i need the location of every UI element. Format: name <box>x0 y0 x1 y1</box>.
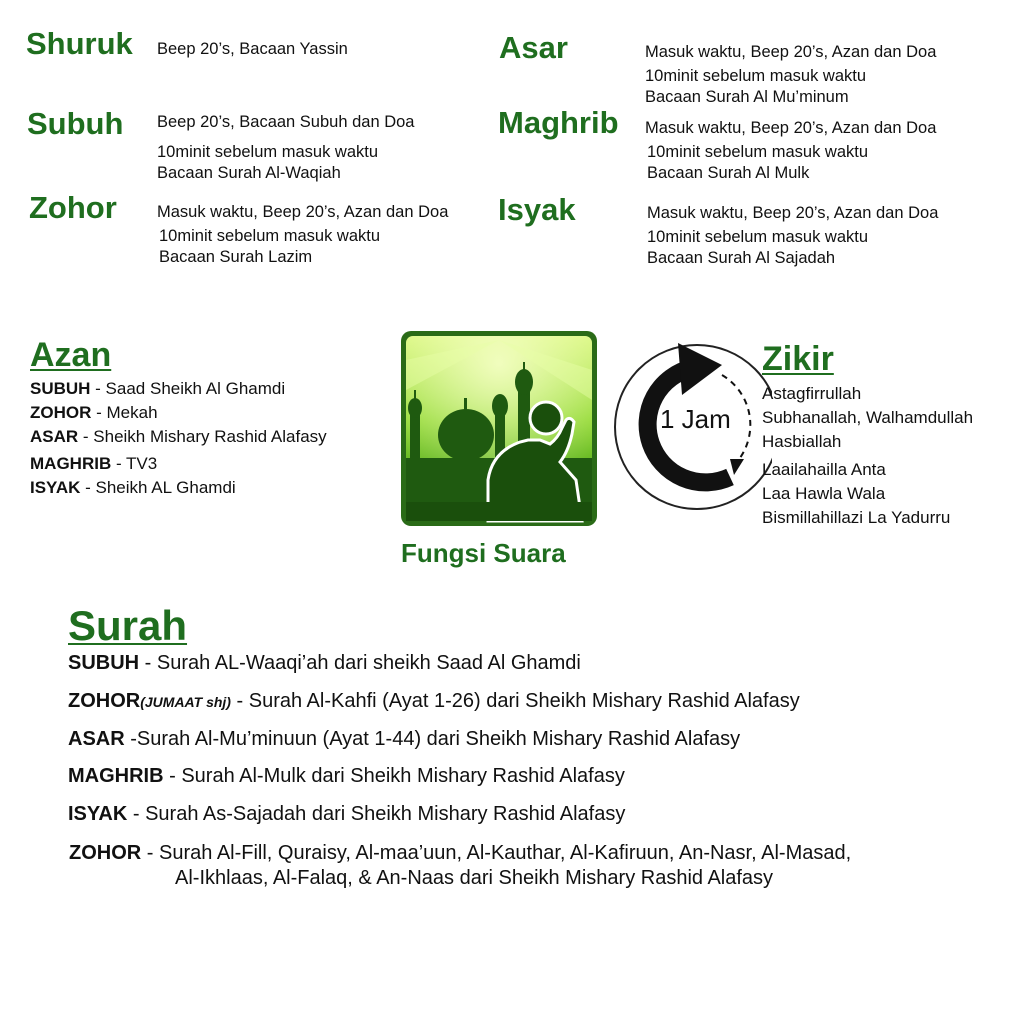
surah-heading: Surah <box>68 602 188 649</box>
surah-row: ZOHOR - Surah Al-Fill, Quraisy, Al-maa’uun, Al-Kauthar, Al-Kafiruun, An-Nasr, Al-Masad, Al-Ikhlaas, Al-Falaq, & An-Naas dari Sheikh Mishary Rashid Alafasy <box>69 842 852 889</box>
list-item: ASAR - Sheikh Mishary Rashid Alafasy <box>30 427 327 446</box>
list-item: Laa Hawla Wala <box>762 484 886 503</box>
cycle-label: 1 Jam <box>660 404 731 434</box>
prayer-name-shuruk: Shuruk <box>26 26 133 61</box>
list-item: ISYAK - Sheikh AL Ghamdi <box>30 478 236 497</box>
zikir-list <box>762 382 973 530</box>
list-item: Astagfirrullah <box>762 384 862 403</box>
list-item: Hasbiallah <box>762 432 842 451</box>
asar-desc: Masuk waktu, Beep 20’s, Azan dan Doa 10minit sebelum masuk waktu Bacaan Surah Al Mu’minum <box>645 43 937 106</box>
prayer-name-zohor: Zohor <box>29 190 117 225</box>
surah-row: SUBUH - Surah AL-Waaqi’ah dari sheikh Saad Al Ghamdi <box>68 652 581 674</box>
surah-row: MAGHRIB - Surah Al-Mulk dari Sheikh Mishary Rashid Alafasy <box>68 765 625 787</box>
zohor-desc: Masuk waktu, Beep 20’s, Azan dan Doa 10minit sebelum masuk waktu Bacaan Surah Lazim <box>157 203 449 266</box>
maghrib-desc: Masuk waktu, Beep 20’s, Azan dan Doa 10minit sebelum masuk waktu Bacaan Surah Al Mulk <box>645 119 937 182</box>
prayer-name-isyak: Isyak <box>498 192 576 227</box>
surah-row: ISYAK - Surah As-Sajadah dari Sheikh Mishary Rashid Alafasy <box>68 803 626 825</box>
azan-heading: Azan <box>30 336 112 374</box>
list-item: Subhanallah, Walhamdullah <box>762 408 974 427</box>
shuruk-desc: Beep 20’s, Bacaan Yassin <box>157 40 348 58</box>
list-item: SUBUH - Saad Sheikh Al Ghamdi <box>30 379 286 398</box>
isyak-desc: Masuk waktu, Beep 20’s, Azan dan Doa 10minit sebelum masuk waktu Bacaan Surah Al Sajadah <box>647 204 939 267</box>
subuh-desc: Beep 20’s, Bacaan Subuh dan Doa 10minit sebelum masuk waktu Bacaan Surah Al-Waqiah <box>157 113 415 182</box>
surah-row: ASAR -Surah Al-Mu’minuun (Ayat 1-44) dari Sheikh Mishary Rashid Alafasy <box>68 728 741 750</box>
surah-row: ZOHOR(JUMAAT shj) - Surah Al-Kahfi (Ayat 1-26) dari Sheikh Mishary Rashid Alafasy <box>68 690 800 712</box>
zikir-heading: Zikir <box>762 340 834 378</box>
azan-list <box>30 377 327 500</box>
prayer-name-subuh: Subuh <box>27 106 124 141</box>
list-item: ZOHOR - Mekah <box>30 403 158 422</box>
prayer-name-maghrib: Maghrib <box>498 105 619 140</box>
mosque-prayer-icon <box>400 330 598 527</box>
list-item: Laailahailla Anta <box>762 460 886 479</box>
list-item: Bismillahillazi La Yadurru <box>762 508 951 527</box>
fungsi-suara-caption: Fungsi Suara <box>401 538 566 568</box>
prayer-name-asar: Asar <box>499 30 568 65</box>
list-item: MAGHRIB - TV3 <box>30 454 158 473</box>
